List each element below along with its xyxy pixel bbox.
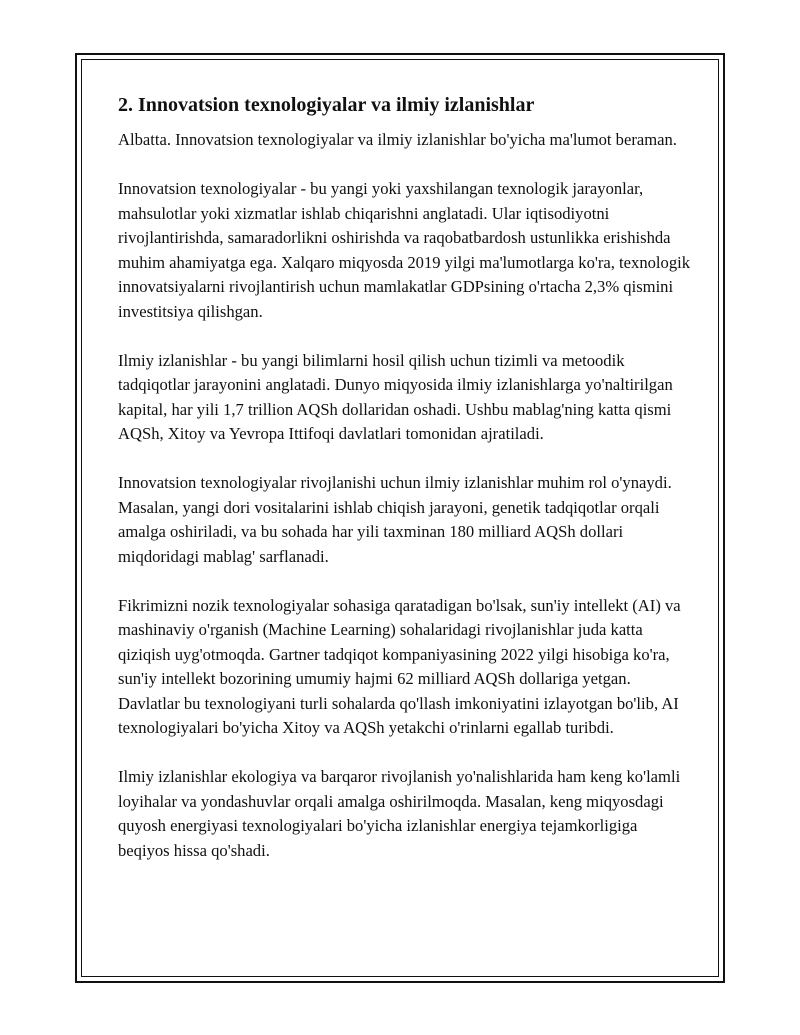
paragraph-research-role: Innovatsion texnologiyalar rivojlanishi uchun ilmiy izlanishlar muhim rol o'ynaydi. Masalan, yangi dori vositalarini ishlab chiqish jarayoni, genetik tadqiqotlar orqali amalga oshiriladi, va bu sohada har yili taxminan 180 milliard AQSh dollari miqdoridagi mablag' sarflanadi. (118, 473, 672, 566)
paragraph-scientific-research: Ilmiy izlanishlar - bu yangi bilimlarni hosil qilish uchun tizimli va metoodik tadqiqotlar jarayonini anglatadi. Dunyo miqyosida ilmiy izlanishlarga yo'naltirilgan kapital, har yili 1,7 trillion AQSh dollaridan oshadi. Ushbu mablag'ning katta qismi AQSh, Xitoy va Yevropa Ittifoqi davlatlari tomonidan ajratiladi. (118, 350, 673, 443)
paragraph-ecology: Ilmiy izlanishlar ekologiya va barqaror rivojlanish yo'nalishlarida ham keng ko'lamli loyihalar va yondashuvlar orqali amalga oshirilmoqda. Masalan, keng miqyosdagi quyosh energiyasi texnologiyalari bo'yicha izlanishlar energiya tejamkorligiga beqiyos hissa qo'shadi. (118, 767, 681, 860)
paragraph-ai: Fikrimizni nozik texnologiyalar sohasiga qaratadigan bo'lsak, sun'iy intellekt (AI) va mashinaviy o'rganish (Machine Learning) sohalaridagi rivojlanishlar juda katta qiziqish uyg'otmoqda. Gartner tadqiqot kompaniyasining 2022 yilgi hisobiga ko'ra, sun'iy intellekt bozorining umumiy hajmi 62 milliard AQSh dollariga yetgan. Davlatlar bu texnologiyani turli sohalarda qo'llash imkoniyatini izlayotgan bo'lib, AI texnologiyalari bo'yicha Xitoy va AQSh yetakchi o'rinlarni egallab turibdi. (118, 595, 681, 737)
document-body (118, 92, 693, 888)
paragraph-intro: Albatta. Innovatsion texnologiyalar va ilmiy izlanishlar bo'yicha ma'lumot beraman. (118, 130, 677, 149)
paragraph-innovative-tech: Innovatsion texnologiyalar - bu yangi yoki yaxshilangan texnologik jarayonlar, mahsulotlar yoki xizmatlar ishlab chiqarishni anglatadi. Ular iqtisodiyotni rivojlantirishda, samaradorlikni oshirishda va raqobatbardosh ustunlikka erishishda muhim ahamiyatga ega. Xalqaro miqyosda 2019 yilgi ma'lumotlarga ko'ra, texnologik innovatsiyalarni rivojlantirish uchun mamlakatlar GDPsining o'rtacha 2,3% qismini investitsiya qilishgan. (118, 179, 691, 321)
section-heading: 2. Innovatsion texnologiyalar va ilmiy izlanishlar (118, 94, 535, 116)
